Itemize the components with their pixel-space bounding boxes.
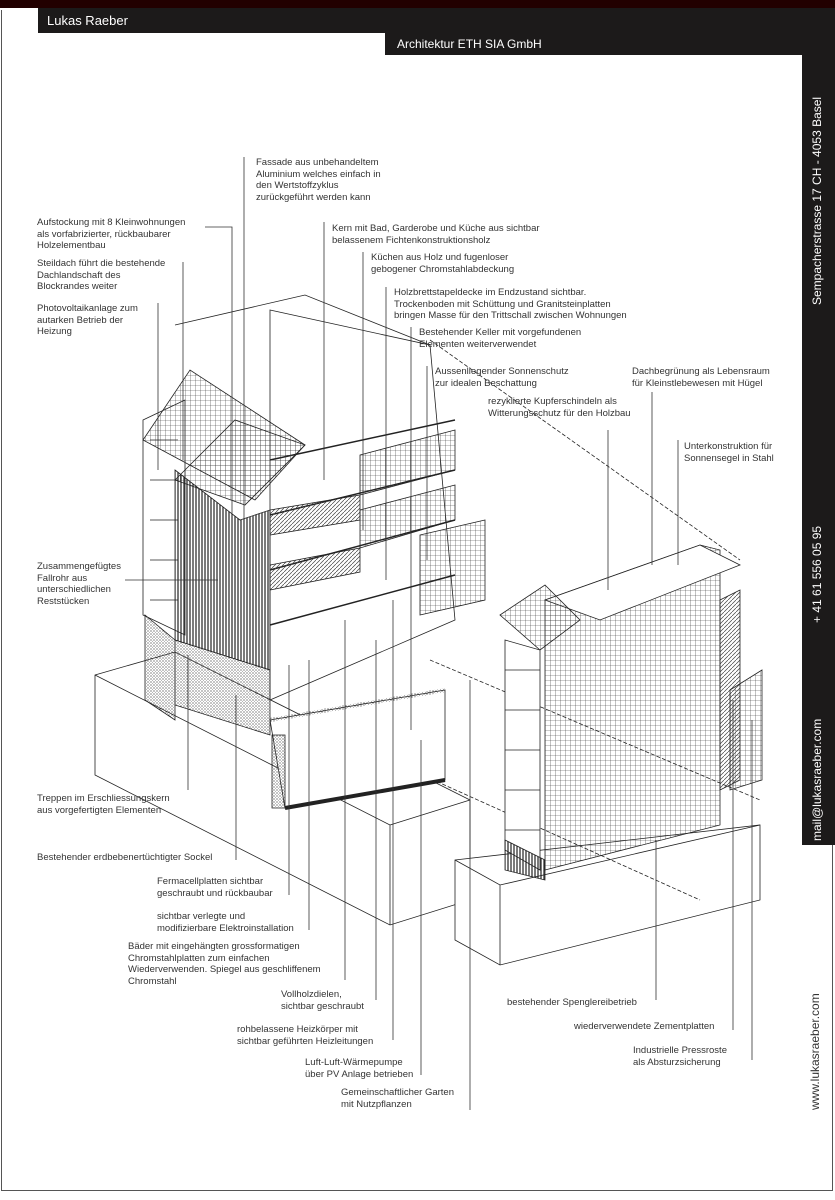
annotation-treppen: Treppen im Erschliessungskern aus vorgefertigten Elementen	[37, 793, 170, 816]
annotation-kuechen: Küchen aus Holz und fugenloser gebogener Chromstahlabdeckung	[371, 252, 515, 275]
annotation-vollholz: Vollholzdielen, sichtbar geschraubt	[281, 989, 364, 1012]
annotation-fassade: Fassade aus unbehandeltem Aluminium welches einfach in den Wertstoffzyklus zurückgeführt werden kann	[256, 157, 381, 203]
annotation-fallrohr: Zusammengefügtes Fallrohr aus unterschiedlichen Reststücken	[37, 561, 121, 607]
annotation-elektro: sichtbar verlegte und modifizierbare Elektroinstallation	[157, 911, 294, 934]
firm-name: Architektur ETH SIA GmbH	[397, 37, 542, 51]
email[interactable]: mail@lukasraeber.com	[810, 718, 824, 841]
annotation-fermacell: Fermacellplatten sichtbar geschraubt und rückbaubar	[157, 876, 273, 899]
annotation-garten: Gemeinschaftlicher Garten mit Nutzpflanzen	[341, 1087, 454, 1110]
address: Sempacherstrasse 17 CH - 4053 Basel	[810, 96, 824, 305]
annotation-sockel: Bestehender erdbebenertüchtigter Sockel	[37, 852, 213, 863]
annotation-spengler: bestehender Spenglereibetrieb	[507, 997, 637, 1008]
annotation-baeder: Bäder mit eingehängten grossformatigen Chromstahlplatten zum einfachen Wiederverwenden. Spiegel aus geschliffenem Chromstahl	[128, 941, 321, 987]
annotation-dachbegruenung: Dachbegrünung als Lebensraum für Kleinstlebewesen mit Hügel	[632, 366, 770, 389]
phone: + 41 61 556 05 95	[810, 525, 824, 623]
annotation-photovoltaik: Photovoltaikanlage zum autarken Betrieb der Heizung	[37, 303, 138, 337]
annotation-keller: Bestehender Keller mit vorgefundenen Elementen weiterverwendet	[419, 327, 582, 350]
annotation-heizkoerper: rohbelassene Heizkörper mit sichtbar geführten Heizleitungen	[237, 1024, 374, 1047]
annotation-pressroste: Industrielle Pressroste als Absturzsicherung	[633, 1045, 727, 1068]
annotation-kern: Kern mit Bad, Garderobe und Küche aus sichtbar belassenem Fichtenkonstruktionsholz	[332, 223, 540, 246]
annotation-unterkonstruktion: Unterkonstruktion für Sonnensegel in Stahl	[684, 441, 774, 464]
annotation-kupfer: rezyklierte Kupferschindeln als Witterungsschutz für den Holzbau	[488, 396, 631, 419]
annotation-sonnenschutz: Aussenliegender Sonnenschutz zur idealen Beschattung	[435, 366, 569, 389]
annotation-zement: wiederverwendete Zementplatten	[574, 1021, 715, 1032]
annotation-aufstockung: Aufstockung mit 8 Kleinwohnungen als vorfabrizierter, rückbaubarer Holzelementbau	[37, 217, 186, 251]
annotation-holzbrett: Holzbrettstapeldecke im Endzustand sichtbar. Trockenboden mit Schüttung und Granitsteinplatten bringen Masse für den Trittschall zwischen Wohnungen	[394, 287, 627, 321]
annotation-waermepumpe: Luft-Luft-Wärmepumpe über PV Anlage betrieben	[305, 1057, 414, 1080]
architect-name: Lukas Raeber	[47, 13, 128, 28]
annotation-steildach: Steildach führt die bestehende Dachlandschaft des Blockrandes weiter	[37, 258, 166, 292]
website-link[interactable]: www.lukasraeber.com	[808, 993, 822, 1110]
